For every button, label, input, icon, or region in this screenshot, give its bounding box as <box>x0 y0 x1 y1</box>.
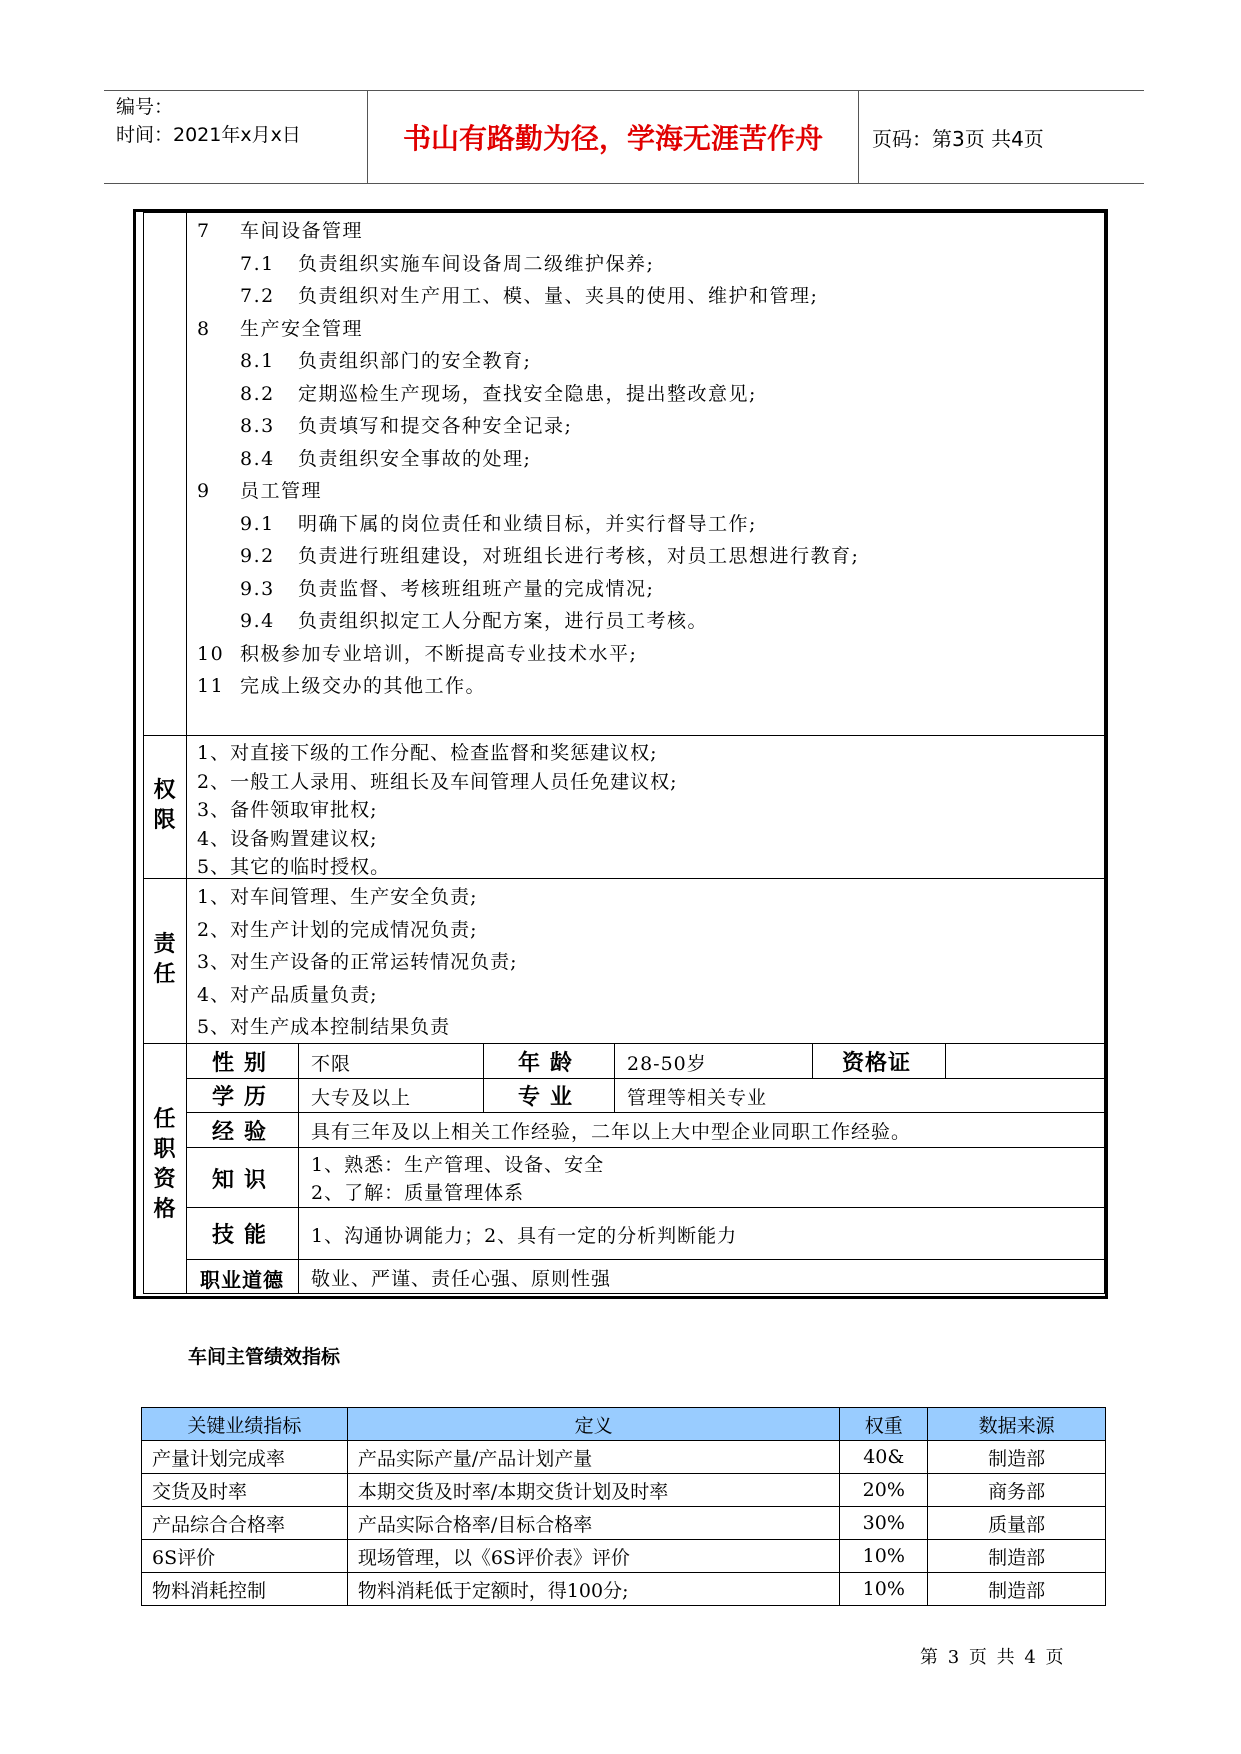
kpi-cell: 物料消耗控制 <box>142 1573 348 1606</box>
page-header <box>104 90 1144 184</box>
duty-item <box>197 216 363 243</box>
experience-value: 具有三年及以上相关工作经验，二年以上大中型企业同职工作经验。 <box>311 1121 912 1143</box>
kpi-header-cell: 定义 <box>347 1408 839 1441</box>
qualification-label: 任 职 资 格 <box>153 1107 176 1222</box>
ethics-label: 职业道德 <box>200 1268 284 1292</box>
duty-item <box>240 411 572 438</box>
duty-item <box>197 314 363 341</box>
qual-col-divider <box>298 1043 299 1294</box>
duty-text: 负责组织安全事故的处理; <box>298 447 532 470</box>
header-page-label: 页码：第3页 共4页 <box>872 126 1044 151</box>
responsibility-label-char: 任 <box>153 962 176 987</box>
duty-number: 7.2 <box>240 285 275 307</box>
authority-item: 5、其它的临时授权。 <box>197 856 391 878</box>
qual-row-divider <box>186 1147 1105 1148</box>
responsibility-item: 4、对产品质量负责; <box>197 983 378 1006</box>
kpi-header-cell: 数据来源 <box>928 1408 1106 1441</box>
responsibility-label <box>143 930 186 990</box>
header-divider <box>858 91 859 183</box>
certificate-label: 资格证 <box>842 1051 912 1076</box>
authority-item: 2、一般工人录用、班组长及车间管理人员任免建议权; <box>197 770 678 793</box>
knowledge-item-2: 2、了解：质量管理体系 <box>311 1182 525 1204</box>
qual-col-divider <box>812 1043 813 1078</box>
qual-row-divider <box>186 1259 1105 1260</box>
age-value: 28-50岁 <box>627 1053 707 1075</box>
age-label: 年龄 <box>518 1051 583 1076</box>
kpi-cell: 现场管理，以《6S评价表》评价 <box>347 1540 839 1573</box>
duty-text: 负责组织部门的安全教育; <box>298 350 532 372</box>
duty-number: 9.4 <box>240 610 275 632</box>
section-divider <box>143 735 1105 736</box>
duty-text: 负责进行班组建设，对班组长进行考核，对员工思想进行教育; <box>298 545 860 567</box>
kpi-header-row <box>142 1408 1106 1441</box>
kpi-cell: 10% <box>840 1573 928 1606</box>
education-value: 大专及以上 <box>311 1087 412 1109</box>
duty-number: 7.1 <box>240 252 275 275</box>
duty-text: 定期巡检生产现场，查找安全隐患，提出整改意见; <box>298 382 757 405</box>
qual-row-divider <box>186 1078 1105 1079</box>
duty-item <box>240 281 818 308</box>
responsibility-item: 5、对生产成本控制结果负责 <box>197 1016 451 1038</box>
duty-text: 负责组织拟定工人分配方案，进行员工考核。 <box>298 610 709 632</box>
gender-label: 性别 <box>212 1051 277 1076</box>
doc-time-label: 时间：2021年x月x日 <box>116 124 301 146</box>
kpi-cell: 物料消耗低于定额时，得100分; <box>347 1573 839 1606</box>
duty-item <box>197 476 322 503</box>
responsibility-item: 1、对车间管理、生产安全负责; <box>197 886 478 908</box>
authority-item: 1、对直接下级的工作分配、检查监督和奖惩建议权; <box>197 742 658 764</box>
duty-number: 9.2 <box>240 545 275 567</box>
duty-text: 负责组织对生产用工、模、量、夹具的使用、维护和管理; <box>298 285 819 307</box>
header-slogan: 书山有路勤为径，学海无涯苦作舟 <box>402 122 823 155</box>
responsibility-item: 2、对生产计划的完成情况负责; <box>197 918 478 941</box>
duty-item <box>197 639 637 666</box>
duty-text: 车间设备管理 <box>240 220 364 242</box>
duty-number: 9 <box>197 480 211 502</box>
duty-number: 8.4 <box>240 447 275 470</box>
kpi-cell: 制造部 <box>928 1573 1106 1606</box>
duty-number: 9.1 <box>240 512 275 535</box>
major-value: 管理等相关专业 <box>627 1087 768 1109</box>
kpi-header-cell: 关键业绩指标 <box>142 1408 348 1441</box>
kpi-cell: 本期交货及时率/本期交货计划及时率 <box>347 1474 839 1507</box>
page-footer: 第 3 页 共 4 页 <box>920 1647 1066 1668</box>
duty-number: 8.1 <box>240 350 275 372</box>
duty-item <box>197 671 486 698</box>
authority-label-char: 权 <box>153 778 176 803</box>
duty-number: 8 <box>197 317 211 340</box>
duty-number: 8.2 <box>240 382 275 405</box>
duty-number: 7 <box>197 220 211 242</box>
kpi-row <box>142 1507 1106 1540</box>
doc-number-label: 编号： <box>116 96 174 118</box>
duty-number: 9.3 <box>240 577 275 600</box>
ethics-value: 敬业、严谨、责任心强、原则性强 <box>311 1268 612 1290</box>
kpi-cell: 产品实际产量/产品计划产量 <box>347 1441 839 1474</box>
duty-text: 积极参加专业培训，不断提高专业技术水平; <box>240 642 638 665</box>
authority-label <box>143 776 186 836</box>
authority-label-char: 限 <box>153 808 176 833</box>
kpi-cell: 制造部 <box>928 1540 1106 1573</box>
kpi-cell: 产量计划完成率 <box>142 1441 348 1474</box>
responsibility-label-char: 责 <box>153 932 176 957</box>
education-label: 学历 <box>212 1085 277 1110</box>
duty-number: 11 <box>197 675 225 697</box>
experience-label: 经验 <box>212 1120 277 1145</box>
qual-row-divider <box>186 1112 1105 1113</box>
kpi-cell: 产品实际合格率/目标合格率 <box>347 1507 839 1540</box>
kpi-cell: 制造部 <box>928 1441 1106 1474</box>
qual-col-divider <box>614 1043 615 1112</box>
authority-item: 4、设备购置建议权; <box>197 827 378 850</box>
label-column-divider <box>186 212 187 1294</box>
kpi-row <box>142 1474 1106 1507</box>
duty-text: 明确下属的岗位责任和业绩目标，并实行督导工作; <box>298 512 757 535</box>
qual-row-divider <box>186 1207 1105 1208</box>
kpi-cell: 20% <box>840 1474 928 1507</box>
duty-text: 完成上级交办的其他工作。 <box>240 675 487 697</box>
kpi-cell: 10% <box>840 1540 928 1573</box>
section-divider <box>143 1043 1105 1044</box>
kpi-table <box>141 1407 1106 1606</box>
kpi-header-cell: 权重 <box>840 1408 928 1441</box>
duty-item <box>240 249 654 276</box>
duty-number: 8.3 <box>240 415 275 437</box>
duty-text: 员工管理 <box>240 480 323 502</box>
kpi-cell: 40& <box>840 1441 928 1474</box>
header-meta <box>116 91 366 183</box>
kpi-cell: 6S评价 <box>142 1540 348 1573</box>
kpi-cell: 商务部 <box>928 1474 1106 1507</box>
kpi-cell: 质量部 <box>928 1507 1106 1540</box>
qual-col-divider <box>483 1043 484 1112</box>
kpi-cell: 交货及时率 <box>142 1474 348 1507</box>
major-label: 专业 <box>518 1085 583 1110</box>
duty-item <box>240 541 859 568</box>
authority-item: 3、备件领取审批权; <box>197 799 378 821</box>
duty-item <box>240 444 531 471</box>
kpi-row <box>142 1441 1106 1474</box>
duty-text: 负责监督、考核班组班产量的完成情况; <box>298 577 655 600</box>
kpi-row <box>142 1540 1106 1573</box>
kpi-cell: 30% <box>840 1507 928 1540</box>
duty-item <box>240 346 531 373</box>
duty-text: 生产安全管理 <box>240 317 364 340</box>
qual-col-divider <box>945 1043 946 1078</box>
kpi-cell: 产品综合合格率 <box>142 1507 348 1540</box>
duty-text: 负责填写和提交各种安全记录; <box>298 415 573 437</box>
duty-number: 10 <box>197 642 225 665</box>
duty-item <box>240 379 757 406</box>
duty-item <box>240 606 708 633</box>
duty-item <box>240 509 757 536</box>
gender-value: 不限 <box>311 1053 352 1075</box>
skill-value: 1、沟通协调能力；2、具有一定的分析判断能力 <box>311 1225 738 1247</box>
duty-item <box>240 574 654 601</box>
skill-label: 技能 <box>212 1223 277 1248</box>
kpi-row <box>142 1573 1106 1606</box>
kpi-title: 车间主管绩效指标 <box>188 1346 341 1368</box>
knowledge-label: 知识 <box>212 1168 277 1193</box>
knowledge-item-1: 1、熟悉：生产管理、设备、安全 <box>311 1154 605 1176</box>
responsibility-item: 3、对生产设备的正常运转情况负责; <box>197 951 518 973</box>
duty-text: 负责组织实施车间设备周二级维护保养; <box>298 252 655 275</box>
